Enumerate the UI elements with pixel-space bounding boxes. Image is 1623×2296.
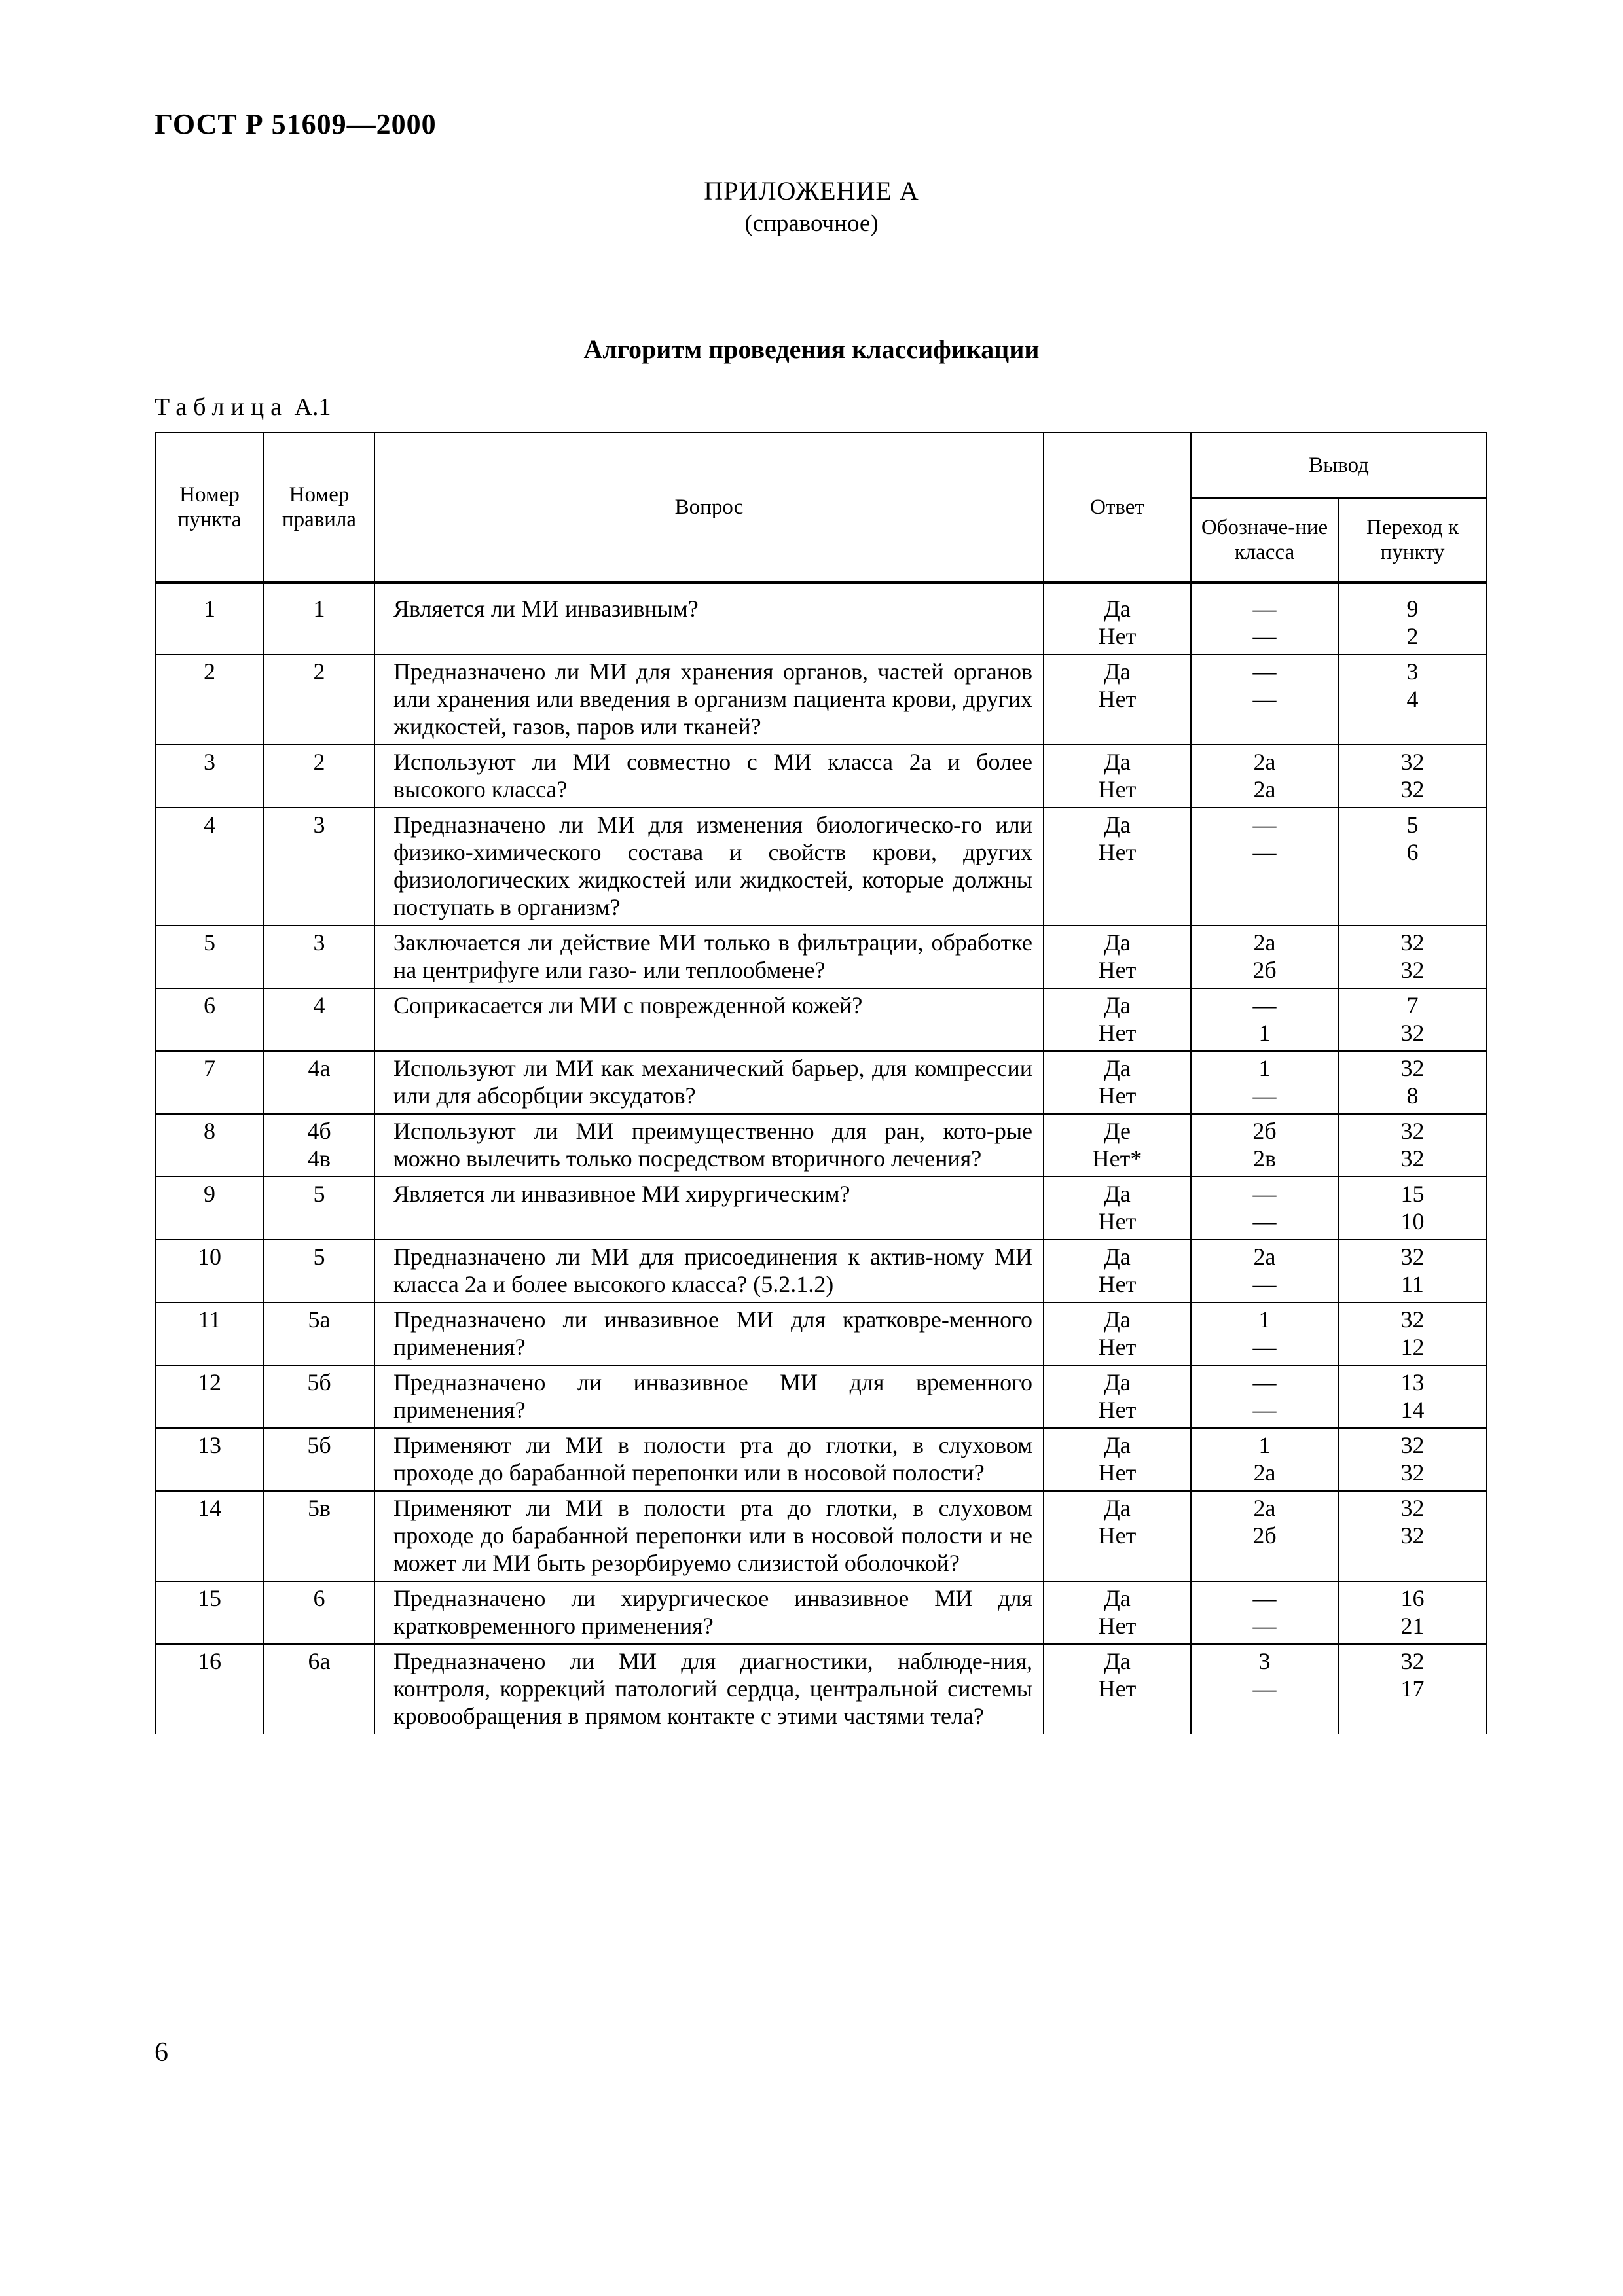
question-cell xyxy=(374,1177,1044,1240)
question-cell xyxy=(374,1240,1044,1302)
class-designation-cell-value: 1 xyxy=(1258,1020,1271,1046)
item-number-cell xyxy=(155,1051,264,1114)
class-designation-cell-value: — xyxy=(1252,1585,1277,1611)
rule-number-cell xyxy=(264,1428,374,1491)
answer-cell xyxy=(1044,1114,1191,1177)
class-designation-cell xyxy=(1191,925,1338,988)
rule-number-cell xyxy=(264,655,374,745)
table-row xyxy=(155,1644,1487,1734)
rule-number-cell-value: 6а xyxy=(308,1648,331,1674)
rule-number-cell xyxy=(264,988,374,1051)
question-cell xyxy=(374,1581,1044,1644)
item-number-cell-value: 8 xyxy=(204,1118,215,1144)
rule-number-cell-value: 4в xyxy=(308,1145,331,1172)
go-to-item-cell-value: 15 xyxy=(1400,1181,1425,1207)
question-cell xyxy=(374,1491,1044,1581)
header-go-to-item: Переход к пункту xyxy=(1338,498,1487,583)
go-to-item-cell xyxy=(1338,808,1487,925)
go-to-item-cell xyxy=(1338,1644,1487,1734)
rule-number-cell-value: 4а xyxy=(308,1055,331,1081)
go-to-item-cell xyxy=(1338,1114,1487,1177)
item-number-cell xyxy=(155,1114,264,1177)
go-to-item-cell xyxy=(1338,1365,1487,1428)
go-to-item-cell-value: 17 xyxy=(1400,1676,1425,1702)
answer-cell xyxy=(1044,583,1191,655)
go-to-item-cell-value: 32 xyxy=(1400,1522,1425,1549)
item-number-cell xyxy=(155,1581,264,1644)
class-designation-cell-value: — xyxy=(1252,1083,1277,1109)
go-to-item-cell xyxy=(1338,1051,1487,1114)
item-number-cell-value: 1 xyxy=(204,596,215,622)
class-designation-cell-value: — xyxy=(1252,686,1277,712)
answer-cell-value: Да xyxy=(1104,1306,1131,1333)
class-designation-cell xyxy=(1191,988,1338,1051)
section-title: Алгоритм проведения классификации xyxy=(583,334,1040,364)
go-to-item-cell xyxy=(1338,583,1487,655)
answer-cell-value: Нет xyxy=(1098,1083,1137,1109)
question-cell xyxy=(374,988,1044,1051)
go-to-item-cell-value: 7 xyxy=(1406,992,1419,1018)
item-number-cell xyxy=(155,988,264,1051)
go-to-item-cell-value: 13 xyxy=(1400,1369,1425,1395)
rule-number-cell-value: 5а xyxy=(308,1306,331,1333)
item-number-cell-value: 3 xyxy=(204,749,215,775)
answer-cell-value: Да xyxy=(1104,1369,1131,1395)
answer-cell xyxy=(1044,745,1191,808)
go-to-item-cell-value: 32 xyxy=(1400,776,1425,802)
item-number-cell xyxy=(155,925,264,988)
go-to-item-cell xyxy=(1338,925,1487,988)
class-designation-cell-value: — xyxy=(1252,1613,1277,1639)
header-item-number: Номер пункта xyxy=(155,433,264,583)
question-cell-value: Предназначено ли МИ для присоединения к актив-ному МИ класса 2а и более высокого класса? (5.2.1.2) xyxy=(393,1244,1032,1297)
rule-number-cell xyxy=(264,1491,374,1581)
item-number-cell-value: 14 xyxy=(198,1495,221,1521)
answer-cell-value: Нет xyxy=(1098,686,1137,712)
go-to-item-cell-value: 12 xyxy=(1400,1334,1425,1360)
class-designation-cell-value: — xyxy=(1252,1676,1277,1702)
item-number-cell-value: 7 xyxy=(204,1055,215,1081)
answer-cell-value: Нет xyxy=(1098,1020,1137,1046)
table-row xyxy=(155,808,1487,925)
class-designation-cell-value: 2б xyxy=(1252,1118,1277,1144)
question-cell-value: Используют ли МИ как механический барьер, для компрессии или для абсорбции эксудатов? xyxy=(393,1055,1032,1109)
go-to-item-cell xyxy=(1338,1428,1487,1491)
go-to-item-cell-value: 32 xyxy=(1400,749,1425,775)
rule-number-cell-value: 4б xyxy=(307,1118,331,1144)
rule-number-cell xyxy=(264,925,374,988)
go-to-item-cell-value: 32 xyxy=(1400,1460,1425,1486)
answer-cell-value: Нет xyxy=(1098,1271,1137,1297)
table-label-number: А.1 xyxy=(294,393,331,421)
answer-cell-value: Нет xyxy=(1098,1208,1137,1234)
question-cell-value: Используют ли МИ преимущественно для ран, кото-рые можно вылечить только посредством вторичного лечения? xyxy=(393,1118,1032,1172)
answer-cell-value: Да xyxy=(1104,1432,1131,1458)
answer-cell xyxy=(1044,808,1191,925)
class-designation-cell-value: 1 xyxy=(1258,1306,1271,1333)
question-cell xyxy=(374,925,1044,988)
answer-cell-value: Да xyxy=(1104,596,1131,622)
question-cell-value: Является ли МИ инвазивным? xyxy=(393,596,699,622)
item-number-cell-value: 11 xyxy=(198,1306,221,1333)
question-cell-value: Предназначено ли МИ для диагностики, наблюде-ния, контроля, коррекций патологий сердца, центральной системы кровообращения в прямом контакте с этими частями тела? xyxy=(393,1648,1032,1729)
go-to-item-cell-value: 32 xyxy=(1400,1648,1425,1674)
question-cell xyxy=(374,745,1044,808)
question-cell xyxy=(374,1644,1044,1734)
item-number-cell-value: 4 xyxy=(204,812,215,838)
class-designation-cell-value: — xyxy=(1252,1369,1277,1395)
go-to-item-cell-value: 6 xyxy=(1406,839,1419,865)
answer-cell-value: Нет xyxy=(1098,839,1137,865)
question-cell xyxy=(374,583,1044,655)
header-question: Вопрос xyxy=(374,433,1044,583)
go-to-item-cell-value: 10 xyxy=(1400,1208,1425,1234)
go-to-item-cell-value: 32 xyxy=(1400,1244,1425,1270)
go-to-item-cell-value: 32 xyxy=(1400,1306,1425,1333)
question-cell xyxy=(374,1302,1044,1365)
page-number: 6 xyxy=(155,2037,168,2068)
rule-number-cell-value: 5б xyxy=(307,1432,331,1458)
rule-number-cell-value: 5 xyxy=(313,1181,325,1207)
answer-cell-value: Нет xyxy=(1098,1676,1137,1702)
question-cell-value: Предназначено ли инвазивное МИ для временного применения? xyxy=(393,1369,1032,1423)
answer-cell-value: Нет* xyxy=(1092,1145,1142,1172)
answer-cell xyxy=(1044,1302,1191,1365)
class-designation-cell xyxy=(1191,1240,1338,1302)
class-designation-cell-value: — xyxy=(1252,1397,1277,1423)
class-designation-cell xyxy=(1191,1114,1338,1177)
question-cell-value: Используют ли МИ совместно с МИ класса 2а и более высокого класса? xyxy=(393,749,1032,802)
rule-number-cell-value: 2 xyxy=(313,749,325,775)
item-number-cell xyxy=(155,1302,264,1365)
question-cell xyxy=(374,1428,1044,1491)
table-row xyxy=(155,1114,1487,1177)
item-number-cell xyxy=(155,1365,264,1428)
answer-cell-value: Нет xyxy=(1098,1397,1137,1423)
appendix-subtitle: (справочное) xyxy=(744,210,879,237)
rule-number-cell xyxy=(264,808,374,925)
go-to-item-cell-value: 32 xyxy=(1400,957,1425,983)
class-designation-cell-value: 2а xyxy=(1253,749,1276,775)
answer-cell xyxy=(1044,1177,1191,1240)
rule-number-cell xyxy=(264,1051,374,1114)
table-row xyxy=(155,655,1487,745)
answer-cell-value: Да xyxy=(1104,929,1131,956)
rule-number-cell-value: 4 xyxy=(313,992,325,1018)
go-to-item-cell xyxy=(1338,1240,1487,1302)
answer-cell xyxy=(1044,1240,1191,1302)
item-number-cell xyxy=(155,1177,264,1240)
question-cell-value: Применяют ли МИ в полости рта до глотки, в слуховом проходе до барабанной перепонки или в носовой полости? xyxy=(393,1432,1032,1486)
answer-cell xyxy=(1044,1365,1191,1428)
class-designation-cell-value: — xyxy=(1252,1181,1277,1207)
go-to-item-cell xyxy=(1338,1177,1487,1240)
item-number-cell-value: 9 xyxy=(204,1181,215,1207)
go-to-item-cell-value: 8 xyxy=(1406,1083,1419,1109)
item-number-cell xyxy=(155,1491,264,1581)
answer-cell-value: Де xyxy=(1104,1118,1131,1144)
go-to-item-cell xyxy=(1338,1302,1487,1365)
go-to-item-cell-value: 9 xyxy=(1406,596,1419,622)
table-row xyxy=(155,1240,1487,1302)
go-to-item-cell-value: 5 xyxy=(1406,812,1419,838)
go-to-item-cell xyxy=(1338,988,1487,1051)
header-class-designation: Обозначе-ние класса xyxy=(1191,498,1338,583)
go-to-item-cell-value: 32 xyxy=(1400,929,1425,956)
rule-number-cell-value: 5 xyxy=(313,1244,325,1270)
answer-cell xyxy=(1044,1644,1191,1734)
answer-cell-value: Да xyxy=(1104,1648,1131,1674)
rule-number-cell xyxy=(264,1365,374,1428)
answer-cell-value: Да xyxy=(1104,658,1131,685)
answer-cell-value: Нет xyxy=(1098,1460,1137,1486)
rule-number-cell-value: 1 xyxy=(313,596,325,622)
rule-number-cell xyxy=(264,583,374,655)
table-label xyxy=(155,393,331,422)
item-number-cell-value: 13 xyxy=(198,1432,221,1458)
go-to-item-cell-value: 32 xyxy=(1400,1432,1425,1458)
class-designation-cell-value: 2а xyxy=(1253,929,1276,956)
table-row xyxy=(155,1581,1487,1644)
document-code: ГОСТ Р 51609—2000 xyxy=(155,108,437,140)
answer-cell xyxy=(1044,1428,1191,1491)
answer-cell-value: Да xyxy=(1104,1495,1131,1521)
class-designation-cell-value: 1 xyxy=(1258,1055,1271,1081)
item-number-cell-value: 6 xyxy=(204,992,215,1018)
class-designation-cell-value: 2а xyxy=(1253,1244,1276,1270)
answer-cell xyxy=(1044,1581,1191,1644)
rule-number-cell-value: 3 xyxy=(313,812,325,838)
answer-cell-value: Нет xyxy=(1098,957,1137,983)
class-designation-cell xyxy=(1191,1365,1338,1428)
class-designation-cell-value: — xyxy=(1252,992,1277,1018)
go-to-item-cell-value: 32 xyxy=(1400,1145,1425,1172)
classification-table xyxy=(155,432,1487,1734)
answer-cell-value: Да xyxy=(1104,1244,1131,1270)
go-to-item-cell-value: 32 xyxy=(1400,1055,1425,1081)
answer-cell-value: Да xyxy=(1104,812,1131,838)
table-row xyxy=(155,925,1487,988)
question-cell xyxy=(374,1114,1044,1177)
item-number-cell xyxy=(155,1240,264,1302)
item-number-cell-value: 16 xyxy=(198,1648,221,1674)
header-conclusion: Вывод xyxy=(1191,433,1487,498)
class-designation-cell-value: — xyxy=(1252,1334,1277,1360)
rule-number-cell xyxy=(264,1581,374,1644)
rule-number-cell-value: 3 xyxy=(313,929,325,956)
class-designation-cell-value: 3 xyxy=(1258,1648,1271,1674)
table-row xyxy=(155,1051,1487,1114)
go-to-item-cell-value: 32 xyxy=(1400,1118,1425,1144)
question-cell-value: Заключается ли действие МИ только в фильтрации, обработке на центрифуге или газо- или теплообмене? xyxy=(393,929,1032,983)
table-label-word: Таблица xyxy=(155,393,289,421)
table-row xyxy=(155,1365,1487,1428)
table-row xyxy=(155,745,1487,808)
rule-number-cell-value: 2 xyxy=(313,658,325,685)
header-rule-number: Номер правила xyxy=(264,433,374,583)
rule-number-cell-value: 5б xyxy=(307,1369,331,1395)
item-number-cell xyxy=(155,1644,264,1734)
question-cell-value: Предназначено ли инвазивное МИ для кратковре-менного применения? xyxy=(393,1306,1032,1360)
answer-cell-value: Да xyxy=(1104,1181,1131,1207)
class-designation-cell-value: — xyxy=(1252,1208,1277,1234)
go-to-item-cell xyxy=(1338,1581,1487,1644)
class-designation-cell xyxy=(1191,1491,1338,1581)
item-number-cell xyxy=(155,808,264,925)
item-number-cell-value: 2 xyxy=(204,658,215,685)
class-designation-cell-value: — xyxy=(1252,812,1277,838)
go-to-item-cell-value: 11 xyxy=(1401,1271,1424,1297)
class-designation-cell-value: — xyxy=(1252,839,1277,865)
answer-cell-value: Да xyxy=(1104,1055,1131,1081)
answer-cell xyxy=(1044,1491,1191,1581)
table-row xyxy=(155,1428,1487,1491)
question-cell xyxy=(374,1365,1044,1428)
class-designation-cell-value: 2а xyxy=(1253,1460,1276,1486)
answer-cell-value: Да xyxy=(1104,1585,1131,1611)
header-answer: Ответ xyxy=(1044,433,1191,583)
item-number-cell xyxy=(155,583,264,655)
class-designation-cell-value: 2а xyxy=(1253,1495,1276,1521)
item-number-cell-value: 12 xyxy=(198,1369,221,1395)
class-designation-cell-value: 2в xyxy=(1253,1145,1276,1172)
go-to-item-cell-value: 2 xyxy=(1406,623,1419,649)
go-to-item-cell-value: 21 xyxy=(1400,1613,1425,1639)
class-designation-cell xyxy=(1191,1177,1338,1240)
rule-number-cell xyxy=(264,1240,374,1302)
class-designation-cell xyxy=(1191,1428,1338,1491)
class-designation-cell-value: 1 xyxy=(1258,1432,1271,1458)
class-designation-cell-value: 2б xyxy=(1252,1522,1277,1549)
answer-cell xyxy=(1044,1051,1191,1114)
question-cell xyxy=(374,808,1044,925)
item-number-cell xyxy=(155,655,264,745)
class-designation-cell-value: 2б xyxy=(1252,957,1277,983)
item-number-cell-value: 15 xyxy=(198,1585,221,1611)
table-row xyxy=(155,1302,1487,1365)
item-number-cell xyxy=(155,745,264,808)
question-cell-value: Соприкасается ли МИ с поврежденной кожей? xyxy=(393,992,863,1018)
table-row xyxy=(155,1177,1487,1240)
go-to-item-cell xyxy=(1338,1491,1487,1581)
answer-cell-value: Да xyxy=(1104,749,1131,775)
question-cell-value: Применяют ли МИ в полости рта до глотки, в слуховом проходе до барабанной перепонки или в носовой полости и не может ли МИ быть резорбируемо слизистой оболочкой? xyxy=(393,1495,1032,1576)
class-designation-cell xyxy=(1191,583,1338,655)
class-designation-cell xyxy=(1191,808,1338,925)
rule-number-cell xyxy=(264,1644,374,1734)
rule-number-cell xyxy=(264,1302,374,1365)
question-cell-value: Предназначено ли хирургическое инвазивное МИ для кратковременного применения? xyxy=(393,1585,1032,1639)
appendix-title: ПРИЛОЖЕНИЕ А xyxy=(704,176,919,206)
go-to-item-cell-value: 3 xyxy=(1406,658,1419,685)
table-row xyxy=(155,583,1487,655)
class-designation-cell-value: 2а xyxy=(1253,776,1276,802)
class-designation-cell-value: — xyxy=(1252,623,1277,649)
question-cell xyxy=(374,655,1044,745)
class-designation-cell-value: — xyxy=(1252,658,1277,685)
item-number-cell-value: 5 xyxy=(204,929,215,956)
answer-cell-value: Да xyxy=(1104,992,1131,1018)
answer-cell-value: Нет xyxy=(1098,1334,1137,1360)
answer-cell-value: Нет xyxy=(1098,776,1137,802)
answer-cell xyxy=(1044,655,1191,745)
table-row xyxy=(155,1491,1487,1581)
item-number-cell-value: 10 xyxy=(198,1244,221,1270)
class-designation-cell-value: — xyxy=(1252,596,1277,622)
go-to-item-cell xyxy=(1338,655,1487,745)
question-cell-value: Предназначено ли МИ для изменения биологическо-го или физико-химического состава и свойств крови, других физиологических жидкостей или жидкостей, которые должны поступать в организм? xyxy=(393,812,1032,920)
rule-number-cell xyxy=(264,1114,374,1177)
class-designation-cell xyxy=(1191,655,1338,745)
go-to-item-cell-value: 32 xyxy=(1400,1495,1425,1521)
answer-cell-value: Нет xyxy=(1098,1522,1137,1549)
answer-cell xyxy=(1044,925,1191,988)
go-to-item-cell-value: 4 xyxy=(1406,686,1419,712)
go-to-item-cell xyxy=(1338,745,1487,808)
question-cell-value: Является ли инвазивное МИ хирургическим? xyxy=(393,1181,850,1207)
go-to-item-cell-value: 16 xyxy=(1400,1585,1425,1611)
go-to-item-cell-value: 14 xyxy=(1400,1397,1425,1423)
rule-number-cell-value: 6 xyxy=(313,1585,325,1611)
rule-number-cell-value: 5в xyxy=(308,1495,331,1521)
answer-cell xyxy=(1044,988,1191,1051)
class-designation-cell xyxy=(1191,1644,1338,1734)
item-number-cell xyxy=(155,1428,264,1491)
answer-cell-value: Нет xyxy=(1098,623,1137,649)
answer-cell-value: Нет xyxy=(1098,1613,1137,1639)
table-row xyxy=(155,988,1487,1051)
question-cell xyxy=(374,1051,1044,1114)
go-to-item-cell-value: 32 xyxy=(1400,1020,1425,1046)
class-designation-cell xyxy=(1191,1302,1338,1365)
class-designation-cell-value: — xyxy=(1252,1271,1277,1297)
rule-number-cell xyxy=(264,745,374,808)
class-designation-cell xyxy=(1191,1581,1338,1644)
class-designation-cell xyxy=(1191,1051,1338,1114)
rule-number-cell xyxy=(264,1177,374,1240)
question-cell-value: Предназначено ли МИ для хранения органов, частей органов или хранения или введения в организм пациента крови, других жидкостей, газов, паров или тканей? xyxy=(393,658,1032,740)
class-designation-cell xyxy=(1191,745,1338,808)
